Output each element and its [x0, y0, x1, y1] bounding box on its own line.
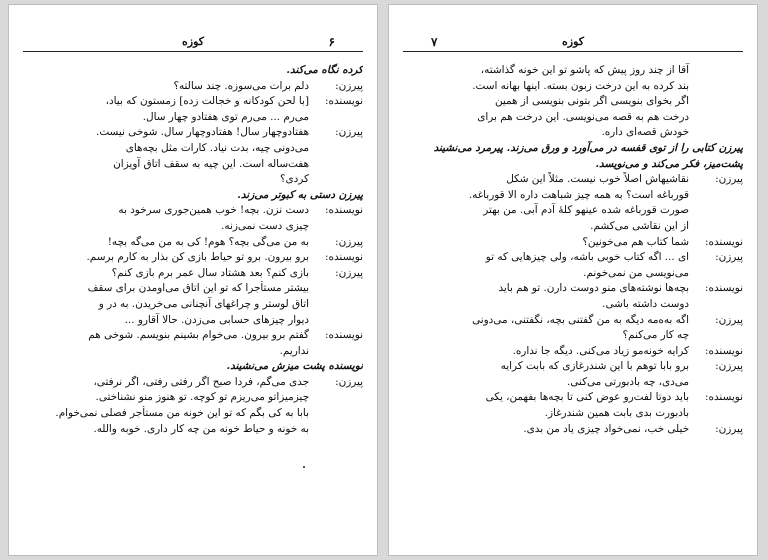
dialogue-continuation: بادبورت بدی بابت همین شندرغاز. [544, 407, 689, 420]
speaker-label: پیرزن: [335, 126, 363, 139]
dialogue-continuation: بند کرده به این درخت زبون بسته. اینها بهانه است. [472, 79, 689, 92]
speaker-label: پیرزن: [715, 360, 743, 373]
dialogue-text: بچه‌ها نوشته‌های منو دوست دارن. تو هم باید [498, 282, 689, 295]
dialogue-continuation: آقا از چند روز پیش که پاشو تو این خونه گذاشته، [480, 64, 689, 76]
dialogue-line [403, 235, 743, 251]
dialogue-line [23, 125, 363, 141]
speaker-label: نویسنده: [705, 344, 743, 357]
dialogue-line [23, 94, 363, 110]
stage-direction: پیرزن دستی به کبوتر می‌زند. [237, 188, 363, 201]
dialogue-text: بازی کنم؟ بعد هشتاد سال عمر برم بازی کنم؟ [111, 266, 309, 279]
page-header [403, 35, 743, 52]
dialogue-continuation: اگر بخوای بنویسی اگر بتونی بنویسی از همین [494, 95, 689, 108]
dialogue-line [403, 390, 743, 406]
dialogue-line [23, 266, 363, 282]
dialogue-continuation: هفت‌ساله است. این چیه به سقف اتاق آویزان [113, 157, 309, 170]
dialogue-continuation: می‌رم ... می‌رم توی هفتادو چهار سال. [142, 110, 309, 123]
speaker-label: نویسنده: [705, 391, 743, 404]
dialogue-text: اگه به‌ه‌مه دیگه به من گفتنی بچه، نگفتنی، می‌دونی [472, 313, 689, 326]
speaker-label: پیرزن: [715, 422, 743, 435]
dialogue-continuation: می‌دونی چیه، بدت نیاد. کارات مثل بچه‌های [125, 141, 309, 154]
dialogue-text: کرایه خونه‌مو زیاد می‌کنی. دیگه جا نداره. [512, 344, 689, 357]
dialogue-continuation: به خونه و حیاط خونه من چه کار داری. خوبه والله. [93, 422, 309, 435]
dialogue-line [403, 344, 743, 360]
dialogue-text: دست نزن. بچه! خوب همین‌جوری سرخود به [118, 204, 309, 217]
dialogue-text: باید دوتا لفت‌رو عوض کنی تا بچه‌ها بفهمن، یکی [485, 391, 689, 404]
speaker-label: پیرزن: [335, 375, 363, 388]
stage-direction: پیرزن کتابی را از توی قفسه در می‌آورد و ورق می‌زند. پیرمرد می‌نشیند [433, 141, 743, 154]
dialogue-line [403, 359, 743, 375]
dialogue-continuation: می‌دی، چه بادبورتی می‌کنی. [566, 375, 689, 388]
dialogue-text: گفتم برو بیرون. می‌خوام بشینم بنویسم. شوخی هم [88, 329, 309, 342]
dialogue-text: [با لحن کودکانه و خجالت زده] زمستون که بیاد، [105, 95, 309, 108]
dialogue-continuation: بیشتر مستأجرا که تو این اتاق می‌اومدن برای سقف [87, 282, 309, 295]
page-header [23, 35, 363, 52]
dialogue-text: برو بابا توهم با این شندرغازی که بابت کرایه [500, 360, 689, 373]
dialogue-continuation: قورباغه است؟ به همه چیز شباهت داره الا قورباغه. [468, 188, 689, 201]
dialogue-line [23, 250, 363, 266]
dialogue-continuation: می‌نویسی من نمی‌خونم. [583, 266, 689, 279]
speaker-label: پیرزن: [715, 173, 743, 186]
stage-direction: کرده نگاه می‌کند. [286, 64, 363, 76]
speaker-label: نویسنده: [325, 329, 363, 342]
dialogue-text: هفتادوچهار سال! هفتادوچهار سال. شوخی نیست. [96, 126, 309, 139]
speaker-label: پیرزن: [715, 251, 743, 264]
dialogue-line [403, 250, 743, 266]
dialogue-continuation: چیزمیزاتو می‌ریزم تو کوچه. تو هنوز منو نشناختی. [95, 391, 309, 404]
page-text [23, 63, 363, 549]
speaker-label: نویسنده: [705, 235, 743, 248]
dialogue-line [23, 79, 363, 95]
dialogue-line [403, 422, 743, 438]
dialogue-line [23, 235, 363, 251]
dialogue-line [403, 172, 743, 188]
dialogue-text: برو بیرون. برو تو حیاط بازی کن بذار به کارم برسم. [86, 251, 309, 264]
dialogue-text: نقاشیهاش اصلاً خوب نیست. مثلاً این شکل [506, 173, 689, 186]
dialogue-continuation: صورت قورباغه شده عینهو کلهٔ آدم آبی. من بهتر [483, 204, 689, 217]
dialogue-text: خیلی خب، نمی‌خواد چیزی یاد من بدی. [523, 422, 689, 435]
dialogue-continuation: دوست داشته باشی. [602, 297, 689, 310]
speaker-label: پیرزن: [335, 235, 363, 248]
speaker-label: پیرزن: [335, 79, 363, 92]
dialogue-line [403, 313, 743, 329]
dialogue-text: جدی می‌گم، فردا صبح اگر رفتی رفتی، اگر نرفتی، [93, 375, 309, 388]
speaker-label: نویسنده: [325, 204, 363, 217]
speaker-label: پیرزن: [335, 266, 363, 279]
speaker-label: نویسنده: [325, 95, 363, 108]
page-number: ۷ [431, 35, 438, 49]
speaker-label: نویسنده: [705, 282, 743, 295]
running-title: کوزه [182, 35, 204, 48]
dialogue-continuation: چیزی دست نمی‌زنه. [221, 219, 309, 232]
running-title: کوزه [562, 35, 584, 48]
dialogue-line [403, 281, 743, 297]
dialogue-continuation: درخت هم به قصه می‌نویسی. این درخت هم برای [477, 110, 689, 123]
dialogue-text: به من می‌گی بچه؟ هوم! کی به من می‌گه بچه! [107, 235, 309, 248]
dialogue-continuation: کردی؟ [280, 173, 309, 186]
dialogue-continuation: بابا به کی بگم که تو این خونه من مستأجر فصلی نمی‌خوام. [55, 407, 309, 420]
dialogue-line [23, 328, 363, 344]
dialogue-continuation: دیوار چیزهای حسابی می‌زدن. حالا آقارو ... [124, 313, 309, 326]
print-speck [303, 466, 305, 468]
speaker-label: پیرزن: [715, 313, 743, 326]
left-page [8, 4, 378, 556]
page-text [403, 63, 743, 549]
dialogue-text: دلم برات می‌سوزه. چند سالته؟ [173, 79, 309, 92]
dialogue-continuation: نداریم. [279, 344, 309, 357]
stage-direction: نویسنده پشت میزش می‌نشیند. [226, 360, 363, 373]
stage-direction: پشت‌میز، فکر می‌کند و می‌نویسد. [595, 157, 743, 170]
dialogue-continuation: از این نقاشی می‌کشم. [590, 219, 689, 232]
speaker-label: نویسنده: [325, 251, 363, 264]
dialogue-text: ای ... اگه کتاب خوبی باشه، ولی چیزهایی که تو [485, 251, 689, 264]
dialogue-line [23, 203, 363, 219]
dialogue-text: شما کتاب هم می‌خونین؟ [582, 235, 689, 248]
dialogue-line [23, 375, 363, 391]
page-number: ۶ [328, 35, 335, 49]
dialogue-continuation: چه کار می‌کنم؟ [622, 329, 689, 342]
dialogue-continuation: اتاق لوستر و چراغهای آنچنانی می‌خریدن. به در و [98, 297, 309, 310]
dialogue-continuation: خودش قصه‌ای داره. [601, 126, 689, 139]
right-page [388, 4, 758, 556]
